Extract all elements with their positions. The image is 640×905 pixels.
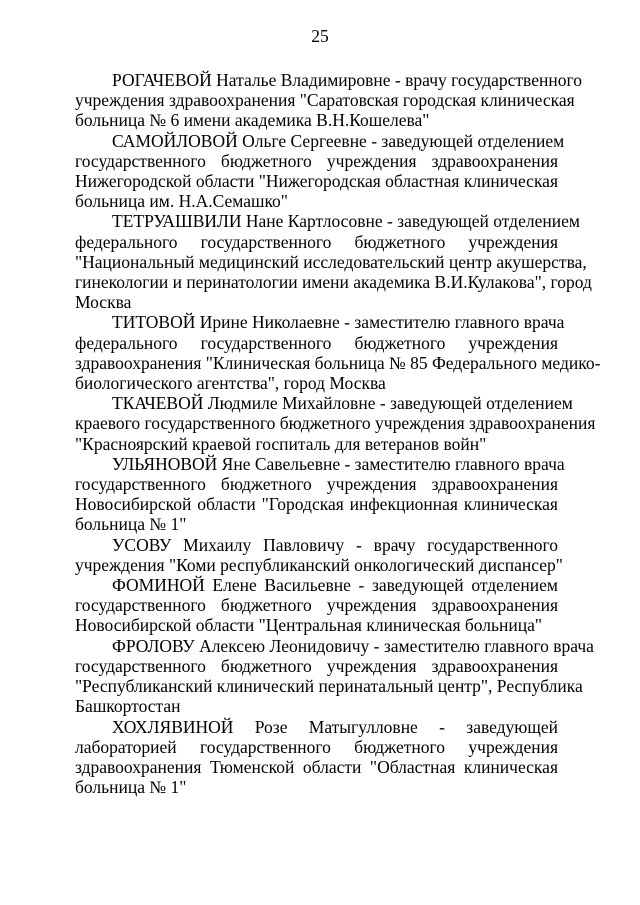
entry-line: федерального государственного бюджетного учреждения — [75, 231, 558, 252]
list-entry — [75, 534, 563, 575]
entry-line: "Национальный медицинский исследовательский центр акушерства, — [75, 251, 587, 272]
list-entry — [75, 211, 592, 313]
entry-line: Нижегородской области "Нижегородская областная клиническая — [75, 171, 558, 192]
entry-line: САМОЙЛОВОЙ Ольге Сергеевне - заведующей отделением — [112, 130, 565, 151]
entry-line: здравоохранения Тюменской области "Областная клиническая — [75, 756, 558, 777]
list-entry — [75, 717, 558, 798]
list-entry — [75, 453, 565, 535]
entry-line: лабораторией государственного бюджетного учреждения — [75, 736, 558, 757]
entry-line: государственного бюджетного учреждения здравоохранения — [75, 474, 558, 495]
entry-line: государственного бюджетного учреждения здравоохранения — [75, 150, 558, 171]
entry-line: УСОВУ Михаилу Павловичу - врачу государственного — [112, 534, 558, 555]
entry-line: больница № 6 имени академика В.Н.Кошелева" — [75, 110, 430, 131]
list-entry — [75, 393, 596, 454]
entry-line: ТИТОВОЙ Ирине Николаевне - заместителю главного врача — [112, 312, 565, 333]
entry-line: ФРОЛОВУ Алексею Леонидовичу - заместителю главного врача — [112, 635, 594, 656]
entry-line: федерального государственного бюджетного учреждения — [75, 332, 558, 353]
page-number: 25 — [311, 26, 329, 46]
entry-line: "Республиканский клинический перинатальный центр", Республика — [75, 676, 583, 697]
entry-line: РОГАЧЕВОЙ Наталье Владимировне - врачу государственного — [112, 70, 582, 90]
entry-line: гинекологии и перинатологии имени академика В.И.Кулакова", город — [75, 272, 592, 293]
entry-line: биологического агентства", город Москва — [75, 373, 386, 394]
list-entry — [75, 575, 558, 636]
list-entry — [75, 130, 565, 212]
entry-line: Новосибирской области "Городская инфекционная клиническая — [75, 494, 558, 515]
list-entry — [75, 70, 582, 131]
entry-line: ТКАЧЕВОЙ Людмиле Михайловне - заведующей отделением — [112, 393, 573, 414]
entry-line: государственного бюджетного учреждения здравоохранения — [75, 595, 558, 616]
entry-line: УЛЬЯНОВОЙ Яне Савельевне - заместителю главного врача — [112, 453, 565, 474]
entry-line: ТЕТРУАШВИЛИ Нане Картлосовне - заведующей отделением — [112, 211, 580, 232]
entry-line: учреждения здравоохранения "Саратовская городская клиническая — [75, 90, 575, 111]
entry-line: больница № 1" — [75, 777, 187, 798]
entry-line: Башкортостан — [75, 696, 181, 717]
entry-line: больница № 1" — [75, 514, 187, 535]
entry-line: краевого государственного бюджетного учреждения здравоохранения — [75, 413, 596, 434]
entry-line: ФОМИНОЙ Елене Васильевне - заведующей отделением — [112, 575, 558, 596]
entry-line: здравоохранения "Клиническая больница № 85 Федерального медико- — [75, 352, 601, 373]
list-entry — [75, 635, 594, 717]
entry-line: Москва — [75, 292, 132, 313]
entry-line: государственного бюджетного учреждения здравоохранения — [75, 655, 558, 676]
entry-line: больница им. Н.А.Семашко" — [75, 191, 288, 212]
list-entry — [75, 312, 601, 394]
entry-line: Новосибирской области "Центральная клиническая больница" — [75, 615, 543, 636]
award-list — [75, 70, 601, 798]
entry-line: ХОХЛЯВИНОЙ Розе Матыгулловне - заведующей — [112, 716, 558, 737]
entry-line: "Красноярский краевой госпиталь для ветеранов войн" — [75, 433, 487, 454]
entry-line: учреждения "Коми республиканский онкологический диспансер" — [75, 554, 563, 575]
